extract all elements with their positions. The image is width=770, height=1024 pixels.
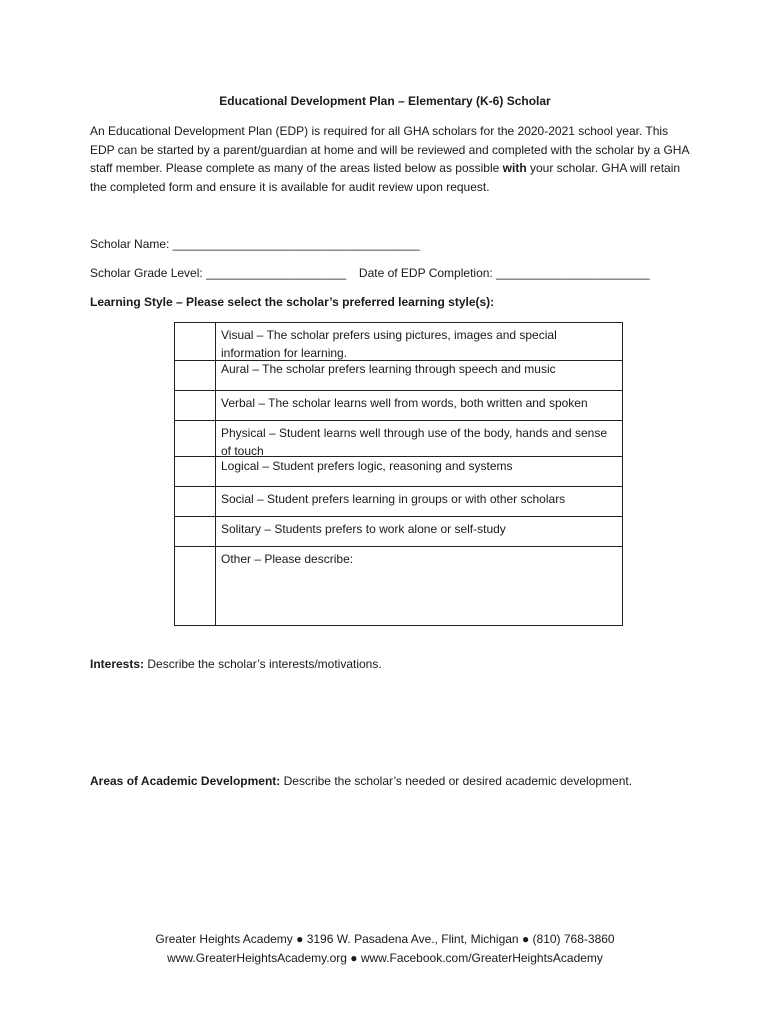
intro-text-end: your scholar. GHA will retain the completed form and ensure it is available for audit review upon request.: [90, 161, 681, 194]
interests-prompt: Describe the scholar’s interests/motivations.: [144, 657, 382, 671]
grade-level-row: [90, 266, 650, 280]
intro-paragraph: [90, 122, 690, 196]
learning-style-option-label: Verbal – The scholar learns well from words, both written and spoken: [221, 396, 588, 410]
academic-development-section: [90, 774, 632, 788]
learning-style-row-physical: [175, 420, 622, 456]
learning-style-checkbox-social[interactable]: [175, 487, 216, 516]
learning-style-checkbox-verbal[interactable]: [175, 391, 216, 420]
learning-style-row-logical: [175, 456, 622, 486]
learning-style-option-label: Physical – Student learns well through use of the body, hands and sense of touch: [221, 426, 608, 458]
footer-address: Greater Heights Academy ● 3196 W. Pasadena Ave., Flint, Michigan ● (810) 768-3860: [155, 932, 615, 946]
edp-date-field[interactable]: Date of EDP Completion: _______________________: [358, 266, 650, 280]
learning-style-option-label: Solitary – Students prefers to work alone or self-study: [221, 522, 506, 536]
academic-development-label: Areas of Academic Development:: [90, 774, 281, 788]
learning-style-row-aural: [175, 360, 622, 390]
learning-style-checkbox-other[interactable]: [175, 547, 216, 625]
footer-links: www.GreaterHeightsAcademy.org ● www.Facebook.com/GreaterHeightsAcademy: [167, 951, 603, 965]
scholar-name-field[interactable]: Scholar Name: _____________________________________: [90, 237, 420, 251]
learning-style-checkbox-visual[interactable]: [175, 323, 216, 360]
learning-style-row-solitary: [175, 516, 622, 546]
learning-style-option-label: Visual – The scholar prefers using pictures, images and special information for learning.: [221, 328, 557, 360]
learning-style-row-social: [175, 486, 622, 516]
learning-style-heading: Learning Style – Please select the scholar’s preferred learning style(s):: [90, 295, 495, 309]
intro-bold-word: with: [502, 161, 527, 175]
learning-style-row-other: [175, 546, 622, 625]
document-title: Educational Development Plan – Elementary (K-6) Scholar: [219, 94, 551, 108]
learning-style-checkbox-physical[interactable]: [175, 421, 216, 456]
learning-style-option-label: Logical – Student prefers logic, reasoning and systems: [221, 459, 513, 473]
learning-style-table: [174, 322, 623, 626]
interests-label: Interests:: [90, 657, 145, 671]
learning-style-checkbox-aural[interactable]: [175, 361, 216, 390]
grade-level-field[interactable]: Scholar Grade Level: _____________________: [90, 266, 347, 280]
academic-development-prompt: Describe the scholar’s needed or desired academic development.: [280, 774, 633, 788]
intro-text: An Educational Development Plan (EDP) is required for all GHA scholars for the 2020-2021 school year. This EDP can be started by a parent/guardian at home and will be reviewed and completed with the scholar by a GHA staff member. Please complete as many of the areas listed below as possible: [90, 124, 689, 175]
interests-section: [90, 657, 382, 671]
learning-style-checkbox-solitary[interactable]: [175, 517, 216, 546]
learning-style-option-label: Aural – The scholar prefers learning through speech and music: [221, 362, 556, 376]
learning-style-option-label: Other – Please describe:: [221, 552, 354, 566]
learning-style-row-verbal: [175, 390, 622, 420]
learning-style-checkbox-logical[interactable]: [175, 457, 216, 486]
learning-style-row-visual: [175, 323, 622, 360]
learning-style-option-label: Social – Student prefers learning in groups or with other scholars: [221, 492, 566, 506]
